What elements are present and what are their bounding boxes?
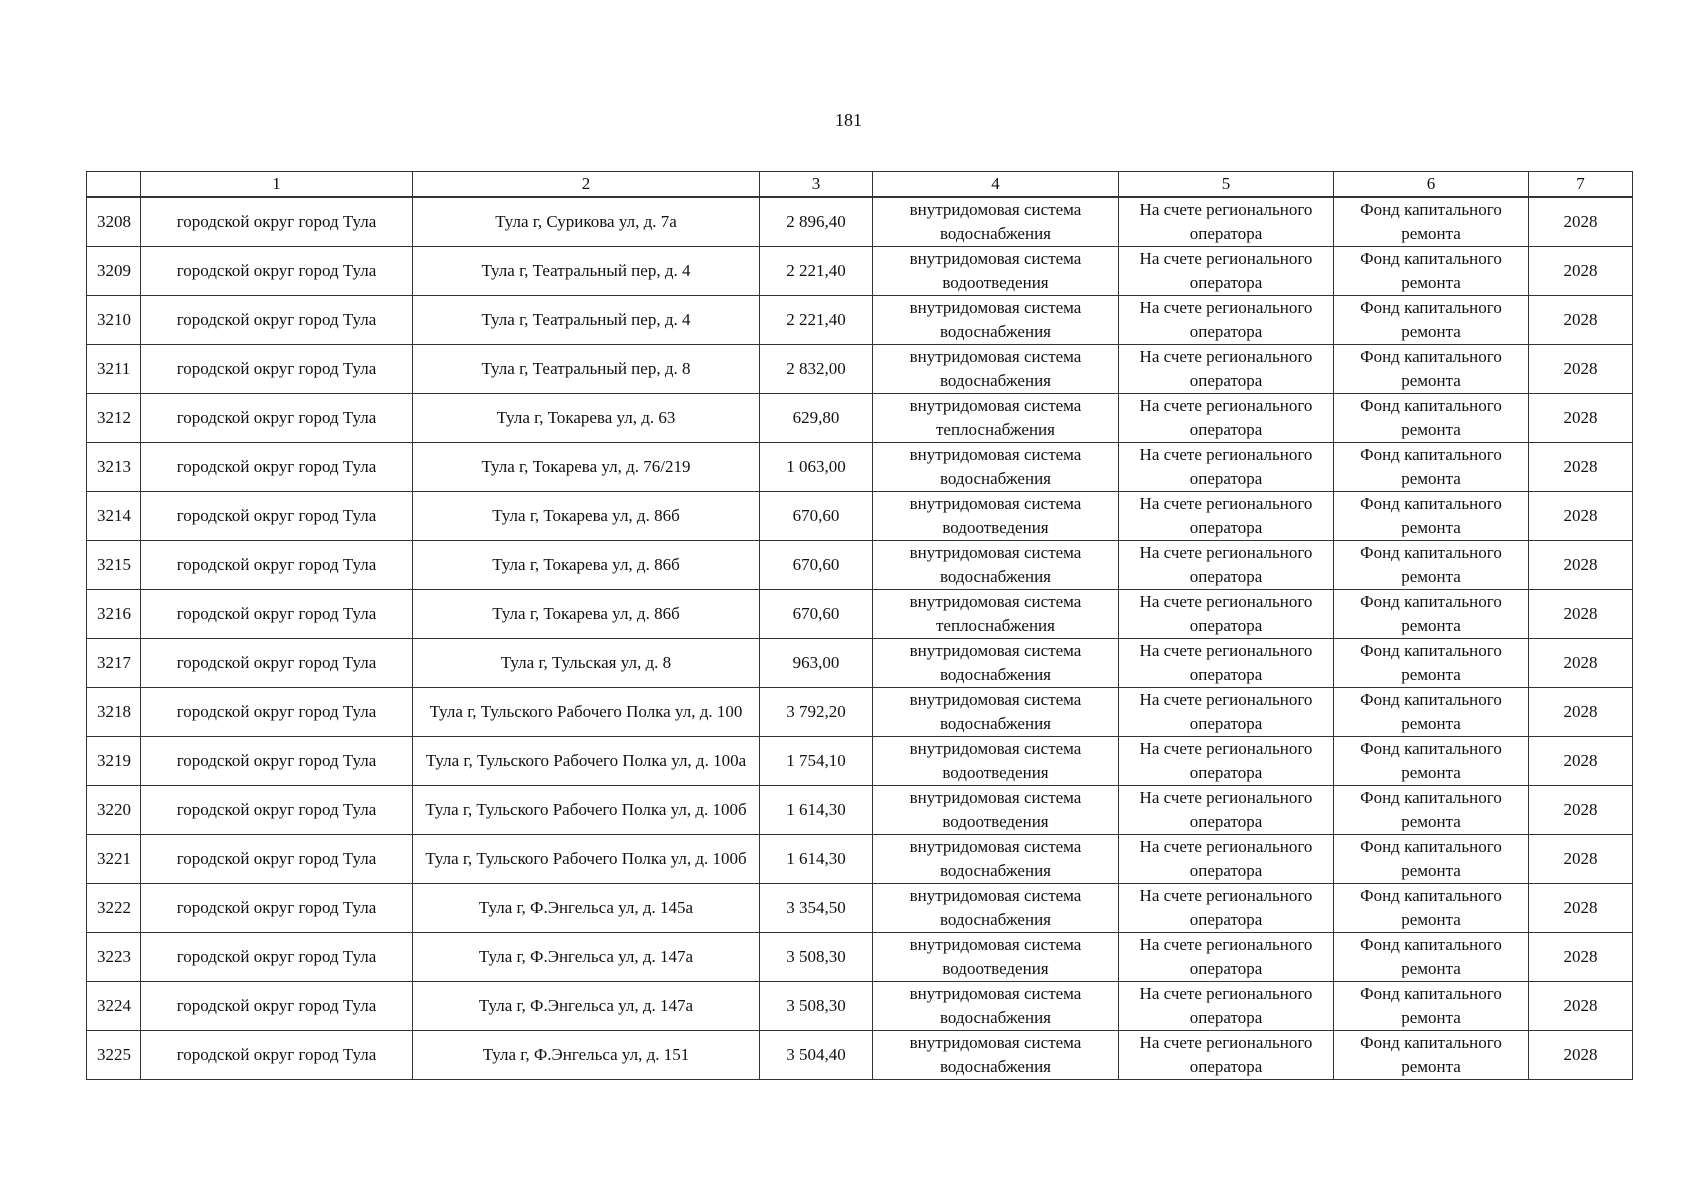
district-cell: городской округ город Тула (141, 590, 413, 639)
table-row (87, 394, 1633, 443)
fund-cell: Фонд капитального ремонта (1334, 247, 1529, 296)
row-number-cell: 3209 (87, 247, 141, 296)
row-number-cell: 3221 (87, 835, 141, 884)
table-row (87, 835, 1633, 884)
fund-cell: Фонд капитального ремонта (1334, 737, 1529, 786)
header-cell-7: 7 (1529, 172, 1633, 198)
area-cell: 2 221,40 (760, 247, 873, 296)
address-cell: Тула г, Тульского Рабочего Полка ул, д. 100б (413, 786, 760, 835)
district-cell: городской округ город Тула (141, 1031, 413, 1080)
address-cell: Тула г, Ф.Энгельса ул, д. 151 (413, 1031, 760, 1080)
header-cell-3: 3 (760, 172, 873, 198)
table-row (87, 492, 1633, 541)
table-row (87, 884, 1633, 933)
area-cell: 1 614,30 (760, 786, 873, 835)
area-cell: 629,80 (760, 394, 873, 443)
account-cell: На счете регионального оператора (1119, 786, 1334, 835)
account-cell: На счете регионального оператора (1119, 1031, 1334, 1080)
row-number-cell: 3211 (87, 345, 141, 394)
account-cell: На счете регионального оператора (1119, 296, 1334, 345)
row-number-cell: 3216 (87, 590, 141, 639)
system-cell: внутридомовая система водоснабжения (873, 688, 1119, 737)
address-cell: Тула г, Ф.Энгельса ул, д. 145а (413, 884, 760, 933)
table-row (87, 688, 1633, 737)
fund-cell: Фонд капитального ремонта (1334, 1031, 1529, 1080)
area-cell: 2 221,40 (760, 296, 873, 345)
address-cell: Тула г, Тульская ул, д. 8 (413, 639, 760, 688)
year-cell: 2028 (1529, 247, 1633, 296)
row-number-cell: 3219 (87, 737, 141, 786)
year-cell: 2028 (1529, 394, 1633, 443)
address-cell: Тула г, Токарева ул, д. 76/219 (413, 443, 760, 492)
area-cell: 3 504,40 (760, 1031, 873, 1080)
fund-cell: Фонд капитального ремонта (1334, 296, 1529, 345)
row-number-cell: 3214 (87, 492, 141, 541)
address-cell: Тула г, Театральный пер, д. 8 (413, 345, 760, 394)
system-cell: внутридомовая система теплоснабжения (873, 394, 1119, 443)
account-cell: На счете регионального оператора (1119, 639, 1334, 688)
district-cell: городской округ город Тула (141, 688, 413, 737)
account-cell: На счете регионального оператора (1119, 835, 1334, 884)
table-row (87, 247, 1633, 296)
system-cell: внутридомовая система водоснабжения (873, 345, 1119, 394)
address-cell: Тула г, Токарева ул, д. 86б (413, 541, 760, 590)
address-cell: Тула г, Ф.Энгельса ул, д. 147а (413, 933, 760, 982)
address-cell: Тула г, Театральный пер, д. 4 (413, 296, 760, 345)
system-cell: внутридомовая система теплоснабжения (873, 590, 1119, 639)
district-cell: городской округ город Тула (141, 443, 413, 492)
area-cell: 1 614,30 (760, 835, 873, 884)
table-row (87, 296, 1633, 345)
table-row (87, 933, 1633, 982)
year-cell: 2028 (1529, 884, 1633, 933)
table-row (87, 541, 1633, 590)
district-cell: городской округ город Тула (141, 345, 413, 394)
address-cell: Тула г, Ф.Энгельса ул, д. 147а (413, 982, 760, 1031)
year-cell: 2028 (1529, 1031, 1633, 1080)
district-cell: городской округ город Тула (141, 247, 413, 296)
fund-cell: Фонд капитального ремонта (1334, 541, 1529, 590)
year-cell: 2028 (1529, 835, 1633, 884)
table-row (87, 786, 1633, 835)
year-cell: 2028 (1529, 197, 1633, 247)
header-cell-number (87, 172, 141, 198)
header-cell-4: 4 (873, 172, 1119, 198)
header-cell-1: 1 (141, 172, 413, 198)
year-cell: 2028 (1529, 296, 1633, 345)
table-body (87, 197, 1633, 1080)
row-number-cell: 3210 (87, 296, 141, 345)
account-cell: На счете регионального оператора (1119, 982, 1334, 1031)
address-cell: Тула г, Театральный пер, д. 4 (413, 247, 760, 296)
row-number-cell: 3213 (87, 443, 141, 492)
row-number-cell: 3212 (87, 394, 141, 443)
system-cell: внутридомовая система водоснабжения (873, 884, 1119, 933)
system-cell: внутридомовая система водоснабжения (873, 982, 1119, 1031)
year-cell: 2028 (1529, 786, 1633, 835)
area-cell: 3 354,50 (760, 884, 873, 933)
system-cell: внутридомовая система водоотведения (873, 737, 1119, 786)
area-cell: 3 792,20 (760, 688, 873, 737)
system-cell: внутридомовая система водоотведения (873, 933, 1119, 982)
address-cell: Тула г, Сурикова ул, д. 7а (413, 197, 760, 247)
account-cell: На счете регионального оператора (1119, 688, 1334, 737)
area-cell: 670,60 (760, 541, 873, 590)
area-cell: 1 063,00 (760, 443, 873, 492)
row-number-cell: 3225 (87, 1031, 141, 1080)
district-cell: городской округ город Тула (141, 786, 413, 835)
row-number-cell: 3223 (87, 933, 141, 982)
area-cell: 3 508,30 (760, 933, 873, 982)
system-cell: внутридомовая система водоснабжения (873, 835, 1119, 884)
address-cell: Тула г, Токарева ул, д. 86б (413, 492, 760, 541)
fund-cell: Фонд капитального ремонта (1334, 443, 1529, 492)
row-number-cell: 3215 (87, 541, 141, 590)
fund-cell: Фонд капитального ремонта (1334, 345, 1529, 394)
fund-cell: Фонд капитального ремонта (1334, 835, 1529, 884)
fund-cell: Фонд капитального ремонта (1334, 394, 1529, 443)
row-number-cell: 3222 (87, 884, 141, 933)
year-cell: 2028 (1529, 933, 1633, 982)
system-cell: внутридомовая система водоснабжения (873, 1031, 1119, 1080)
district-cell: городской округ город Тула (141, 197, 413, 247)
capital-repair-table (86, 171, 1633, 1080)
fund-cell: Фонд капитального ремонта (1334, 982, 1529, 1031)
system-cell: внутридомовая система водоснабжения (873, 639, 1119, 688)
year-cell: 2028 (1529, 443, 1633, 492)
row-number-cell: 3220 (87, 786, 141, 835)
address-cell: Тула г, Тульского Рабочего Полка ул, д. 100а (413, 737, 760, 786)
fund-cell: Фонд капитального ремонта (1334, 590, 1529, 639)
year-cell: 2028 (1529, 982, 1633, 1031)
district-cell: городской округ город Тула (141, 541, 413, 590)
account-cell: На счете регионального оператора (1119, 247, 1334, 296)
district-cell: городской округ город Тула (141, 639, 413, 688)
row-number-cell: 3224 (87, 982, 141, 1031)
area-cell: 2 896,40 (760, 197, 873, 247)
area-cell: 2 832,00 (760, 345, 873, 394)
area-cell: 963,00 (760, 639, 873, 688)
system-cell: внутридомовая система водоснабжения (873, 541, 1119, 590)
fund-cell: Фонд капитального ремонта (1334, 786, 1529, 835)
table-row (87, 443, 1633, 492)
district-cell: городской округ город Тула (141, 394, 413, 443)
header-cell-6: 6 (1334, 172, 1529, 198)
area-cell: 3 508,30 (760, 982, 873, 1031)
account-cell: На счете регионального оператора (1119, 933, 1334, 982)
table-row (87, 590, 1633, 639)
header-cell-2: 2 (413, 172, 760, 198)
fund-cell: Фонд капитального ремонта (1334, 884, 1529, 933)
table-row (87, 982, 1633, 1031)
account-cell: На счете регионального оператора (1119, 492, 1334, 541)
account-cell: На счете регионального оператора (1119, 590, 1334, 639)
system-cell: внутридомовая система водоснабжения (873, 296, 1119, 345)
year-cell: 2028 (1529, 639, 1633, 688)
address-cell: Тула г, Токарева ул, д. 86б (413, 590, 760, 639)
row-number-cell: 3218 (87, 688, 141, 737)
table-row (87, 345, 1633, 394)
year-cell: 2028 (1529, 345, 1633, 394)
table-row (87, 737, 1633, 786)
district-cell: городской округ город Тула (141, 933, 413, 982)
year-cell: 2028 (1529, 737, 1633, 786)
district-cell: городской округ город Тула (141, 737, 413, 786)
year-cell: 2028 (1529, 688, 1633, 737)
table-row (87, 197, 1633, 247)
district-cell: городской округ город Тула (141, 884, 413, 933)
table-header-row (87, 172, 1633, 198)
account-cell: На счете регионального оператора (1119, 541, 1334, 590)
year-cell: 2028 (1529, 590, 1633, 639)
system-cell: внутридомовая система водоснабжения (873, 443, 1119, 492)
area-cell: 670,60 (760, 590, 873, 639)
area-cell: 670,60 (760, 492, 873, 541)
district-cell: городской округ город Тула (141, 982, 413, 1031)
system-cell: внутридомовая система водоотведения (873, 247, 1119, 296)
fund-cell: Фонд капитального ремонта (1334, 639, 1529, 688)
table-row (87, 639, 1633, 688)
account-cell: На счете регионального оператора (1119, 884, 1334, 933)
fund-cell: Фонд капитального ремонта (1334, 933, 1529, 982)
page-number: 181 (835, 110, 862, 130)
account-cell: На счете регионального оператора (1119, 345, 1334, 394)
account-cell: На счете регионального оператора (1119, 197, 1334, 247)
row-number-cell: 3208 (87, 197, 141, 247)
district-cell: городской округ город Тула (141, 492, 413, 541)
address-cell: Тула г, Тульского Рабочего Полка ул, д. 100б (413, 835, 760, 884)
fund-cell: Фонд капитального ремонта (1334, 197, 1529, 247)
row-number-cell: 3217 (87, 639, 141, 688)
year-cell: 2028 (1529, 541, 1633, 590)
system-cell: внутридомовая система водоотведения (873, 786, 1119, 835)
system-cell: внутридомовая система водоснабжения (873, 197, 1119, 247)
fund-cell: Фонд капитального ремонта (1334, 688, 1529, 737)
system-cell: внутридомовая система водоотведения (873, 492, 1119, 541)
account-cell: На счете регионального оператора (1119, 443, 1334, 492)
address-cell: Тула г, Токарева ул, д. 63 (413, 394, 760, 443)
district-cell: городской округ город Тула (141, 296, 413, 345)
header-cell-5: 5 (1119, 172, 1334, 198)
address-cell: Тула г, Тульского Рабочего Полка ул, д. 100 (413, 688, 760, 737)
account-cell: На счете регионального оператора (1119, 394, 1334, 443)
district-cell: городской округ город Тула (141, 835, 413, 884)
year-cell: 2028 (1529, 492, 1633, 541)
table-row (87, 1031, 1633, 1080)
area-cell: 1 754,10 (760, 737, 873, 786)
account-cell: На счете регионального оператора (1119, 737, 1334, 786)
fund-cell: Фонд капитального ремонта (1334, 492, 1529, 541)
